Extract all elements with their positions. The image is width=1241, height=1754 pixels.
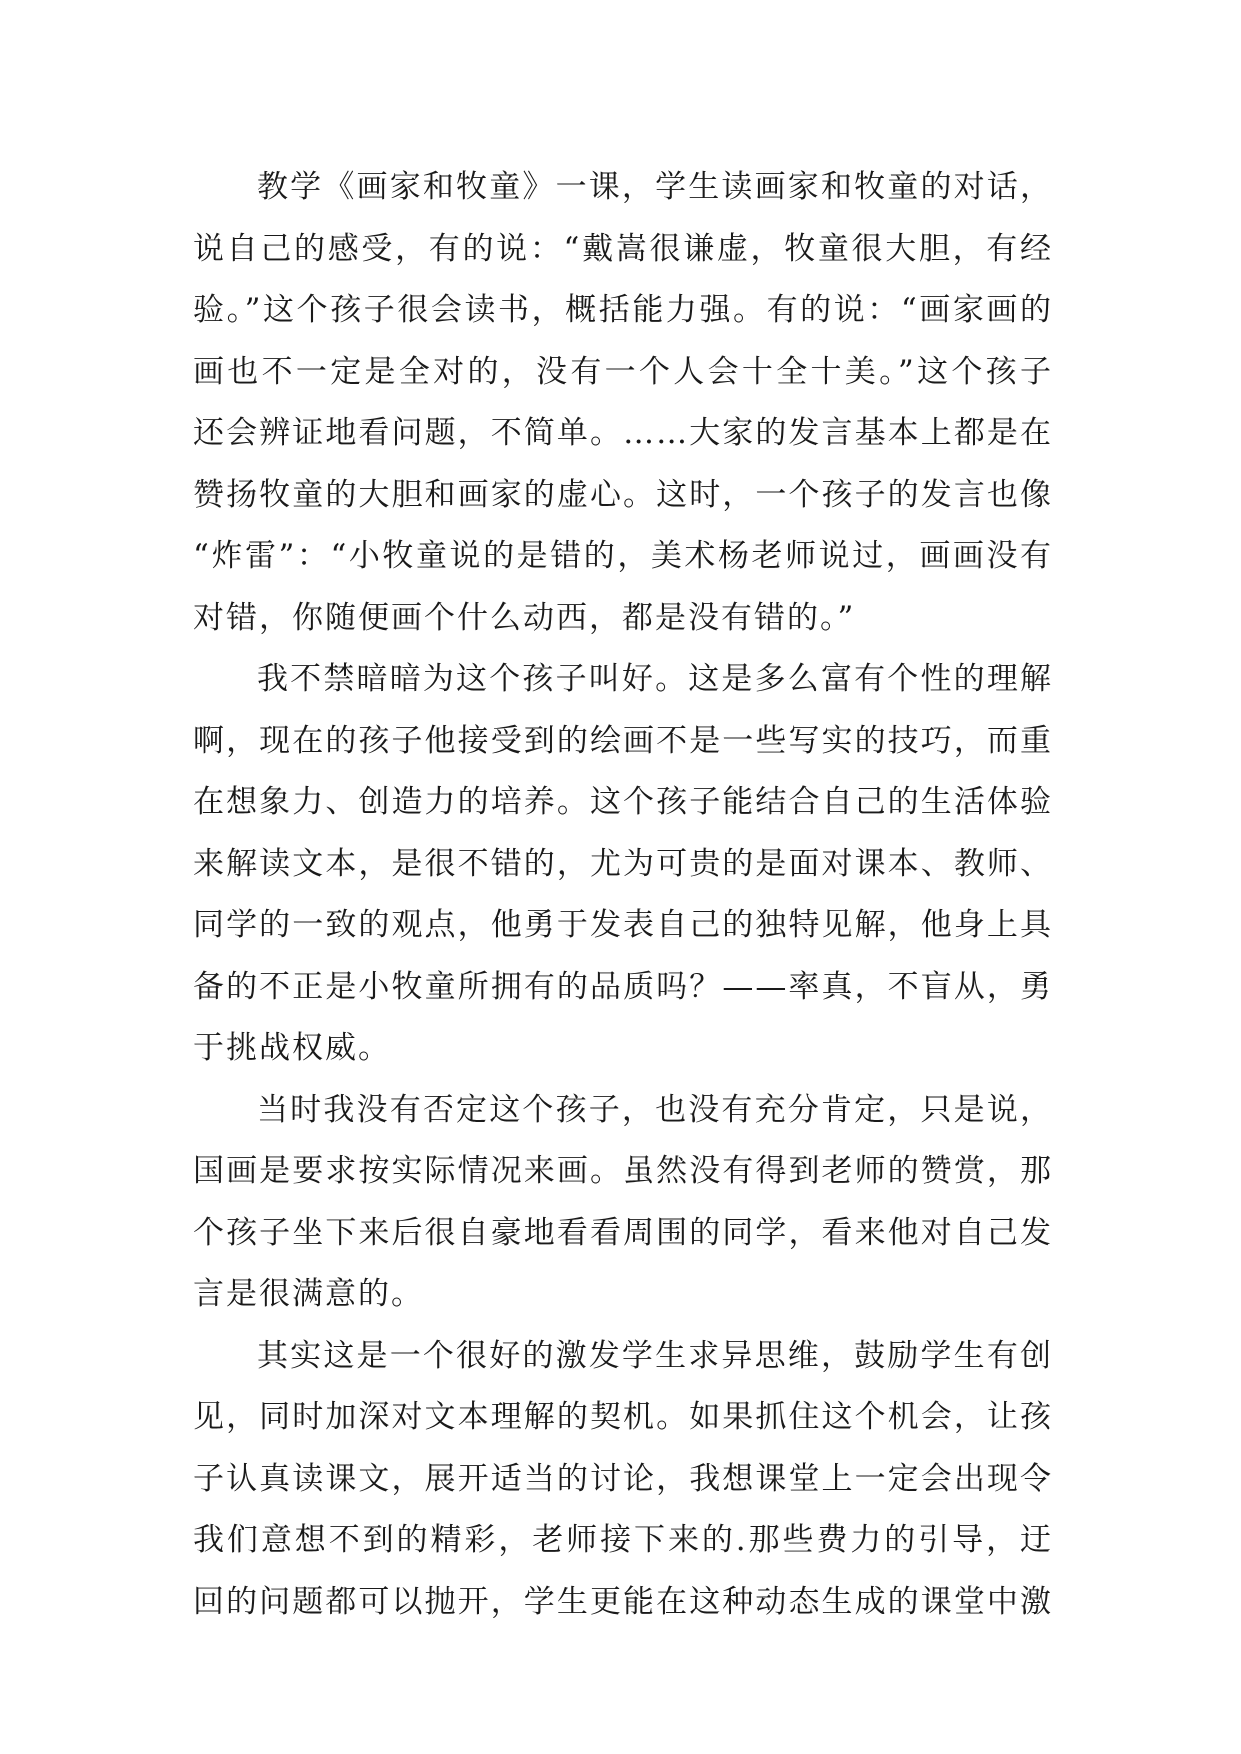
paragraph-1-line-6: 赞扬牧童的大胆和画家的虚心。这时，一个孩子的发言也像: [193, 476, 1053, 513]
paragraph-4-line-2: 见，同时加深对文本理解的契机。如果抓住这个机会，让孩: [193, 1399, 1053, 1435]
paragraph-1-line-1: 教学《画家和牧童》一课，学生读画家和牧童的对话，: [257, 169, 1053, 205]
paragraph-4-line-1: 其实这是一个很好的激发学生求异思维，鼓励学生有创: [257, 1337, 1053, 1374]
paragraph-2-line-6: 备的不正是小牧童所拥有的品质吗？——率真，不盲从，勇: [193, 968, 1053, 1005]
paragraph-3-line-2: 国画是要求按实际情况来画。虽然没有得到老师的赞赏，那: [193, 1153, 1053, 1189]
paragraph-4-line-4: 我们意想不到的精彩，老师接下来的.那些费力的引导，迂: [193, 1522, 1053, 1558]
paragraph-1-line-3: 验。”这个孩子很会读书，概括能力强。有的说：“画家画的: [193, 292, 1053, 328]
paragraph-1-line-4: 画也不一定是全对的，没有一个人会十全十美。”这个孩子: [193, 353, 1053, 390]
paragraph-4-line-5: 回的问题都可以抛开，学生更能在这种动态生成的课堂中激: [193, 1583, 1053, 1620]
paragraph-1-line-5: 还会辨证地看问题，不简单。……大家的发言基本上都是在: [193, 415, 1053, 451]
document-body: [193, 157, 1053, 1633]
paragraph-1-line-7: “炸雷”：“小牧童说的是错的，美术杨老师说过，画画没有: [193, 538, 1053, 574]
paragraph-2-line-1: 我不禁暗暗为这个孩子叫好。这是多么富有个性的理解: [257, 661, 1053, 697]
paragraph-3-line-1: 当时我没有否定这个孩子，也没有充分肯定，只是说，: [257, 1091, 1053, 1128]
paragraph-2-line-5: 同学的一致的观点，他勇于发表自己的独特见解，他身上具: [193, 907, 1053, 943]
paragraph-1-line-2: 说自己的感受，有的说：“戴嵩很谦虚，牧童很大胆，有经: [193, 230, 1053, 267]
paragraph-2-line-7: 于挑战权威。: [193, 1030, 391, 1066]
paragraph-2-line-4: 来解读文本，是很不错的，尤为可贵的是面对课本、教师、: [193, 845, 1053, 882]
paragraph-3-line-4: 言是很满意的。: [193, 1276, 424, 1312]
paragraph-1-line-8: 对错，你随便画个什么动西，都是没有错的。”: [193, 599, 856, 636]
paragraph-2-line-3: 在想象力、创造力的培养。这个孩子能结合自己的生活体验: [193, 784, 1053, 820]
paragraph-2-line-2: 啊，现在的孩子他接受到的绘画不是一些写实的技巧，而重: [193, 722, 1053, 759]
paragraph-3-line-3: 个孩子坐下来后很自豪地看看周围的同学，看来他对自己发: [193, 1214, 1053, 1251]
paragraph-4-line-3: 子认真读课文，展开适当的讨论，我想课堂上一定会出现令: [193, 1460, 1053, 1497]
